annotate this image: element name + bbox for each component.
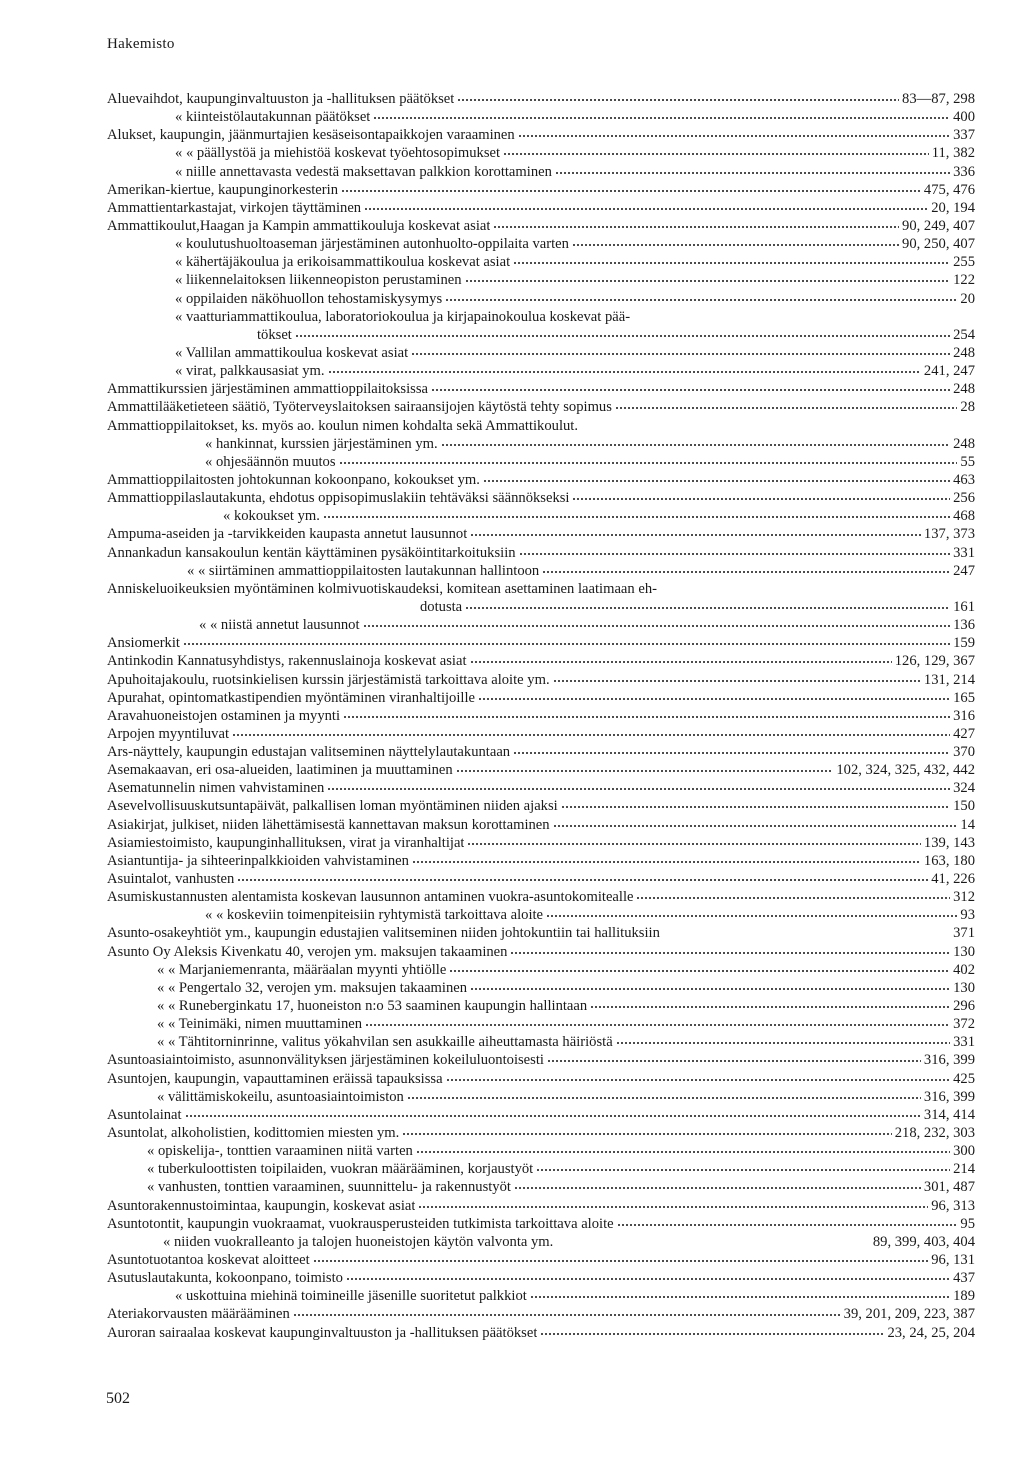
entry-pages: 28 [960, 399, 975, 416]
entry-text: Asuntotontit, kaupungin vuokraamat, vuokrausperusteiden tutkimista tarkoittava aloite [107, 1215, 614, 1232]
dot-leader [483, 479, 950, 483]
entry-pages: 241, 247 [923, 363, 975, 380]
dot-leader [572, 243, 899, 247]
entry-text: Ansiomerkit [107, 635, 180, 652]
entry-text: Ammattioppilaslautakunta, ehdotus oppisopimuslakiin tehtäväksi säännökseksi [107, 490, 570, 507]
entry-text: Arpojen myyntiluvat [107, 725, 230, 742]
entry-text: « « niistä annetut lausunnot [199, 617, 360, 634]
entry-text: « koulutushuoltoaseman järjestäminen autonhuolto-oppilaita varten [175, 236, 569, 253]
entry-text: « kokoukset ym. [223, 508, 320, 525]
entry-pages: 256 [953, 490, 975, 507]
dot-leader [513, 261, 950, 265]
entry-pages: 136 [953, 617, 975, 634]
entry-text: Asuintalot, vanhusten [107, 871, 235, 888]
index-entry [107, 417, 975, 435]
entry-pages: 247 [953, 562, 975, 579]
entry-pages: 255 [953, 254, 975, 271]
entry-pages: 331 [953, 544, 975, 561]
entry-pages: 126, 129, 367 [894, 653, 975, 670]
index-entry [107, 1287, 975, 1305]
entry-text: Asevelvollisuuskutsuntapäivät, palkallisen loman myöntäminen niiden ajaksi [107, 798, 558, 815]
entry-pages: 89, 399, 403, 404 [872, 1233, 975, 1250]
entry-pages: 463 [953, 471, 975, 488]
entry-pages: 468 [953, 508, 975, 525]
entry-text: Apurahat, opintomatkastipendien myöntäminen viranhaltijoille [107, 689, 476, 706]
entry-text: « opiskelija-, tonttien varaaminen niitä varten [147, 1143, 413, 1160]
entry-pages: 23, 24, 25, 204 [887, 1324, 975, 1341]
dot-leader [402, 1132, 891, 1136]
entry-pages: 90, 249, 407 [902, 217, 975, 234]
index-entry [107, 1269, 975, 1287]
entry-pages: 90, 250, 407 [902, 236, 975, 253]
entry-pages: 316, 399 [923, 1088, 975, 1105]
dot-leader [323, 515, 950, 519]
index-entry [107, 235, 975, 253]
index-entry [107, 362, 975, 380]
dot-leader [553, 824, 958, 828]
index-entry [107, 308, 975, 326]
entry-pages: 248 [953, 435, 975, 452]
entry-pages: 55 [960, 453, 975, 470]
dot-leader [328, 370, 921, 374]
index-entry [107, 816, 975, 834]
entry-pages: 296 [953, 998, 975, 1015]
entry-text: Ammattientarkastajat, virkojen täyttäminen [107, 199, 362, 216]
dot-leader [237, 878, 928, 882]
index-entry [107, 326, 975, 344]
index-entry [107, 489, 975, 507]
entry-pages: 402 [953, 961, 975, 978]
entry-pages: 130 [953, 979, 975, 996]
dot-leader [295, 334, 950, 338]
entry-pages: 316, 399 [923, 1052, 975, 1069]
dot-leader [411, 352, 950, 356]
dot-leader [478, 697, 950, 701]
dot-leader [431, 388, 950, 392]
index-entry [107, 997, 975, 1015]
entry-text: Asiakirjat, julkiset, niiden lähettämisestä kannettavan maksun korottaminen [107, 816, 550, 833]
entry-pages: 20, 194 [931, 199, 975, 216]
dot-leader [561, 805, 950, 809]
entry-pages: 214 [953, 1161, 975, 1178]
entry-text: « vanhusten, tonttien varaaminen, suunnittelu- ja rakennustyöt [147, 1179, 511, 1196]
entry-text: « niiden vuokralleanto ja talojen huoneistojen käytön valvonta ym. [163, 1233, 554, 1250]
entry-pages: 300 [953, 1143, 975, 1160]
dot-leader [617, 1223, 958, 1227]
dot-leader [449, 969, 950, 973]
index-entry [107, 1033, 975, 1051]
entry-text: Asuntojen, kaupungin, vapauttaminen eräissä tapauksissa [107, 1070, 443, 1087]
dot-leader [636, 896, 950, 900]
index-entry [107, 1251, 975, 1269]
dot-leader [373, 116, 950, 120]
entry-pages: 316 [953, 707, 975, 724]
entry-pages: 95 [960, 1215, 975, 1232]
index-entry [107, 253, 975, 271]
entry-text: « « Tähtitorninrinne, valitus yökahvilan sen asukkaille aiheuttamasta häiriöstä [157, 1034, 613, 1051]
dot-leader [530, 1295, 950, 1299]
index-entry [107, 398, 975, 416]
entry-text: Alukset, kaupungin, jäänmurtajien kesäseisontapaikkojen varaaminen [107, 127, 515, 144]
index-entry [107, 453, 975, 471]
index-entry [107, 163, 975, 181]
dot-leader [542, 570, 950, 574]
index-entry [107, 725, 975, 743]
dot-leader [441, 443, 950, 447]
entry-pages: 137, 373 [923, 526, 975, 543]
index-entry [107, 1178, 975, 1196]
entry-text: Asuntolat, alkoholistien, kodittomien miesten ym. [107, 1125, 400, 1142]
dot-leader [185, 1114, 921, 1118]
page-number: 502 [106, 1390, 130, 1407]
index-entry [107, 616, 975, 634]
entry-text: Apuhoitajakoulu, ruotsinkielisen kurssin järjestämistä tarkoittava aloite ym. [107, 671, 550, 688]
index-entry [107, 181, 975, 199]
entry-pages: 122 [953, 272, 975, 289]
entry-text: Asuntotuotantoa koskevat aloitteet [107, 1252, 310, 1268]
index-entry [107, 761, 975, 779]
entry-pages: 161 [953, 598, 975, 615]
entry-pages: 248 [953, 344, 975, 361]
index-entry [107, 961, 975, 979]
entry-text: Anniskeluoikeuksien myöntäminen kolmivuotiskaudeksi, komitean asettaminen laatimaan eh- [107, 580, 657, 597]
index-list [107, 90, 975, 1342]
entry-text: Amerikan-kiertue, kaupunginorkesterin [107, 181, 338, 198]
index-entry [107, 852, 975, 870]
index-entry [107, 689, 975, 707]
entry-text: Aravahuoneistojen ostaminen ja myynti [107, 707, 341, 724]
entry-text: « « siirtäminen ammattioppilaitosten lautakunnan hallintoon [187, 562, 540, 579]
index-entry [107, 1215, 975, 1233]
dot-leader [456, 769, 834, 773]
index-entry [107, 435, 975, 453]
index-entry [107, 743, 975, 761]
index-entry [107, 652, 975, 670]
entry-pages: 331 [953, 1034, 975, 1051]
entry-text: Asutuslautakunta, kokoonpano, toimisto [107, 1270, 343, 1287]
entry-pages: 372 [953, 1016, 975, 1033]
dot-leader [546, 914, 957, 918]
entry-text: « välittämiskokeilu, asuntoasiaintoimiston [157, 1088, 404, 1105]
dot-leader [364, 207, 928, 211]
entry-text: Asunto Oy Aleksis Kivenkatu 40, verojen ym. maksujen takaaminen [107, 943, 508, 960]
entry-text: Ammattioppilaitosten johtokunnan kokoonpano, kokoukset ym. [107, 471, 480, 488]
entry-pages: 427 [953, 725, 975, 742]
dot-leader [365, 1023, 950, 1027]
index-entry [107, 888, 975, 906]
dot-leader [616, 1041, 950, 1045]
entry-text: « oppilaiden näköhuollon tehostamiskysymys [175, 290, 443, 307]
index-entry [107, 671, 975, 689]
entry-pages: 400 [953, 109, 975, 126]
index-entry [107, 870, 975, 888]
entry-text: « ohjesäännön muutos [205, 453, 336, 470]
entry-text: « « päällystöä ja miehistöä koskevat työehtosopimukset [175, 145, 501, 162]
index-entry [107, 1124, 975, 1142]
index-entry [107, 580, 975, 598]
entry-pages: 93 [960, 907, 975, 924]
dot-leader [513, 751, 950, 755]
index-entry [107, 779, 975, 797]
entry-text: Ammattikoulut,Haagan ja Kampin ammattikouluja koskevat asiat [107, 217, 491, 234]
index-entry [107, 562, 975, 580]
entry-pages: 11, 382 [931, 145, 975, 162]
entry-text: Asemakaavan, eri osa-alueiden, laatiminen ja muuttaminen [107, 762, 453, 779]
entry-pages: 337 [953, 127, 975, 144]
dot-leader [555, 171, 950, 175]
dot-leader [547, 1059, 921, 1063]
entry-text: Asiantuntija- ja sihteerinpalkkioiden vahvistaminen [107, 852, 409, 869]
entry-pages: 425 [953, 1070, 975, 1087]
dot-leader [470, 660, 892, 664]
entry-text: Asuntolainat [107, 1106, 182, 1123]
index-entry [107, 144, 975, 162]
entry-text: Asiamiestoimisto, kaupunginhallituksen, virat ja viranhaltijat [107, 834, 465, 851]
entry-text: Auroran sairaalaa koskevat kaupunginvaltuuston ja -hallituksen päätökset [107, 1324, 538, 1341]
dot-leader [465, 279, 951, 283]
dot-leader [510, 951, 950, 955]
dot-leader [183, 642, 950, 646]
entry-pages: 189 [953, 1288, 975, 1305]
entry-text: Ammattilääketieteen säätiö, Työterveyslaitoksen sairaansijojen käytöstä tehty sopimus [107, 399, 612, 416]
entry-pages: 39, 201, 209, 223, 387 [843, 1306, 975, 1323]
entry-pages: 96, 313 [931, 1197, 975, 1214]
entry-text: « kähertäjäkoulua ja erikoisammattikoulua koskevat asiat [175, 254, 511, 271]
dot-leader [445, 298, 957, 302]
dot-leader [553, 679, 921, 683]
entry-pages: 371 [953, 925, 975, 942]
entry-pages: 102, 324, 325, 432, 442 [836, 762, 975, 779]
index-entry [107, 797, 975, 815]
dot-leader [346, 1277, 950, 1281]
entry-text: Ars-näyttely, kaupungin edustajan valitseminen näyttelylautakuntaan [107, 744, 511, 761]
dot-leader [540, 1332, 884, 1336]
entry-text: Asematunnelin nimen vahvistaminen [107, 780, 325, 797]
dot-leader [341, 189, 921, 193]
dot-leader [339, 461, 958, 465]
dot-leader [407, 1096, 921, 1100]
index-entry [107, 380, 975, 398]
entry-text: « virat, palkkausasiat ym. [175, 363, 325, 380]
dot-leader [572, 497, 950, 501]
dot-leader [232, 733, 950, 737]
index-entry [107, 1197, 975, 1215]
index-entry [107, 943, 975, 961]
dot-leader [514, 1186, 921, 1190]
index-entry [107, 1106, 975, 1124]
entry-text: tökset [257, 326, 292, 343]
entry-pages: 254 [953, 326, 975, 343]
entry-pages: 314, 414 [923, 1106, 975, 1123]
dot-leader [418, 1205, 928, 1209]
entry-text: « Vallilan ammattikoulua koskevat asiat [175, 344, 409, 361]
entry-pages: 165 [953, 689, 975, 706]
dot-leader [343, 715, 950, 719]
entry-pages: 301, 487 [923, 1179, 975, 1196]
entry-pages: 218, 232, 303 [894, 1125, 975, 1142]
index-entry [107, 344, 975, 362]
entry-text: « kiinteistölautakunnan päätökset [175, 109, 371, 126]
entry-pages: 20 [960, 290, 975, 307]
index-entry [107, 217, 975, 235]
entry-pages: 41, 226 [931, 871, 975, 888]
entry-text: « « Pengertalo 32, verojen ym. maksujen takaaminen [157, 979, 468, 996]
index-entry [107, 707, 975, 725]
dot-leader [590, 1005, 950, 1009]
entry-text: Asunto-osakeyhtiöt ym., kaupungin edustajien valitseminen niiden johtokuntiin tai hallituksiin [107, 925, 660, 942]
entry-text: « « Teinimäki, nimen muuttaminen [157, 1016, 363, 1033]
entry-text: Asuntorakennustoimintaa, kaupungin, koskevat asiat [107, 1197, 416, 1214]
index-entry [107, 199, 975, 217]
entry-text: « « koskeviin toimenpiteisiin ryhtymistä tarkoittava aloite [205, 907, 544, 924]
index-entry [107, 1142, 975, 1160]
entry-text: « liikennelaitoksen liikenneopiston perustaminen [175, 272, 462, 289]
dot-leader [416, 1150, 950, 1154]
entry-text: « « Runeberginkatu 17, huoneiston n:o 53 saaminen kaupungin hallintaan [157, 998, 588, 1015]
entry-pages: 139, 143 [923, 834, 975, 851]
dot-leader [465, 606, 950, 610]
index-entry [107, 471, 975, 489]
entry-pages: 131, 214 [923, 671, 975, 688]
entry-pages: 437 [953, 1270, 975, 1287]
dot-leader [457, 98, 899, 102]
entry-pages: 83—87, 298 [902, 91, 975, 107]
entry-text: « vaatturiammattikoulua, laboratoriokoulua ja kirjapainokoulua koskevat pää- [175, 308, 631, 325]
index-entry [107, 544, 975, 562]
entry-text: Ateriakorvausten määrääminen [107, 1306, 290, 1323]
entry-pages: 248 [953, 381, 975, 398]
entry-pages: 336 [953, 163, 975, 180]
entry-pages: 130 [953, 943, 975, 960]
entry-text: dotusta [420, 598, 463, 615]
dot-leader [363, 624, 951, 628]
entry-text: Ammattioppilaitokset, ks. myös ao. koulun nimen kohdalta sekä Ammattikoulut. [107, 417, 579, 434]
entry-pages: 159 [953, 635, 975, 652]
entry-text: Ammattikurssien järjestäminen ammattioppilaitoksissa [107, 381, 429, 398]
dot-leader [519, 552, 951, 556]
entry-pages: 96, 131 [931, 1252, 975, 1268]
entry-pages: 475, 476 [923, 181, 975, 198]
entry-pages: 312 [953, 889, 975, 906]
dot-leader [615, 406, 958, 410]
entry-text: Annankadun kansakoulun kentän käyttäminen pysäköintitarkoituksiin [107, 544, 516, 561]
index-entry [107, 525, 975, 543]
entry-pages: 150 [953, 798, 975, 815]
dot-leader [446, 1078, 951, 1082]
dot-leader [536, 1168, 950, 1172]
index-entry [107, 634, 975, 652]
entry-pages: 163, 180 [923, 852, 975, 869]
entry-pages: 370 [953, 744, 975, 761]
index-entry [107, 1070, 975, 1088]
entry-text: « uskottuina miehinä toimineille jäsenille suoritetut palkkiot [175, 1288, 527, 1305]
entry-text: « hankinnat, kurssien järjestäminen ym. [205, 435, 438, 452]
entry-pages: 324 [953, 780, 975, 797]
entry-text: Asuntoasiaintoimisto, asunnonvälityksen järjestäminen kokeiluluontoisesti [107, 1052, 544, 1069]
index-entry [107, 1160, 975, 1178]
dot-leader [467, 842, 920, 846]
index-entry [107, 1088, 975, 1106]
entry-text: « tuberkuloottisten toipilaiden, vuokran määrääminen, korjaustyöt [147, 1161, 534, 1178]
index-entry [107, 126, 975, 144]
entry-text: Aluevaihdot, kaupunginvaltuuston ja -hallituksen päätökset [107, 91, 455, 107]
index-entry [107, 90, 975, 108]
page-header: Hakemisto [107, 36, 175, 52]
index-entry [107, 834, 975, 852]
index-entry [107, 108, 975, 126]
index-entry [107, 1015, 975, 1033]
index-entry [107, 979, 975, 997]
index-entry [107, 924, 975, 942]
entry-pages: 14 [960, 816, 975, 833]
dot-leader [313, 1259, 929, 1263]
entry-text: « niille annettavasta vedestä maksettavan palkkion korottaminen [175, 163, 552, 180]
index-entry [107, 1233, 975, 1251]
dot-leader [470, 533, 921, 537]
dot-leader [293, 1313, 841, 1317]
entry-text: Ampuma-aseiden ja -tarvikkeiden kaupasta annetut lausunnot [107, 526, 468, 543]
index-entry [107, 271, 975, 289]
index-entry [107, 1324, 975, 1342]
index-entry [107, 906, 975, 924]
dot-leader [518, 134, 950, 138]
dot-leader [503, 152, 929, 156]
index-entry [107, 1305, 975, 1323]
index-entry [107, 290, 975, 308]
dot-leader [327, 787, 950, 791]
index-entry [107, 507, 975, 525]
dot-leader [493, 225, 899, 229]
entry-text: Antinkodin Kannatusyhdistys, rakennuslainoja koskevat asiat [107, 653, 467, 670]
dot-leader [412, 860, 921, 864]
index-entry [107, 1051, 975, 1069]
entry-text: « « Marjaniemenranta, määräalan myynti yhtiölle [157, 961, 447, 978]
index-entry [107, 598, 975, 616]
entry-text: Asumiskustannusten alentamista koskevan lausunnon antaminen vuokra-asuntokomitealle [107, 889, 634, 906]
dot-leader [470, 987, 950, 991]
